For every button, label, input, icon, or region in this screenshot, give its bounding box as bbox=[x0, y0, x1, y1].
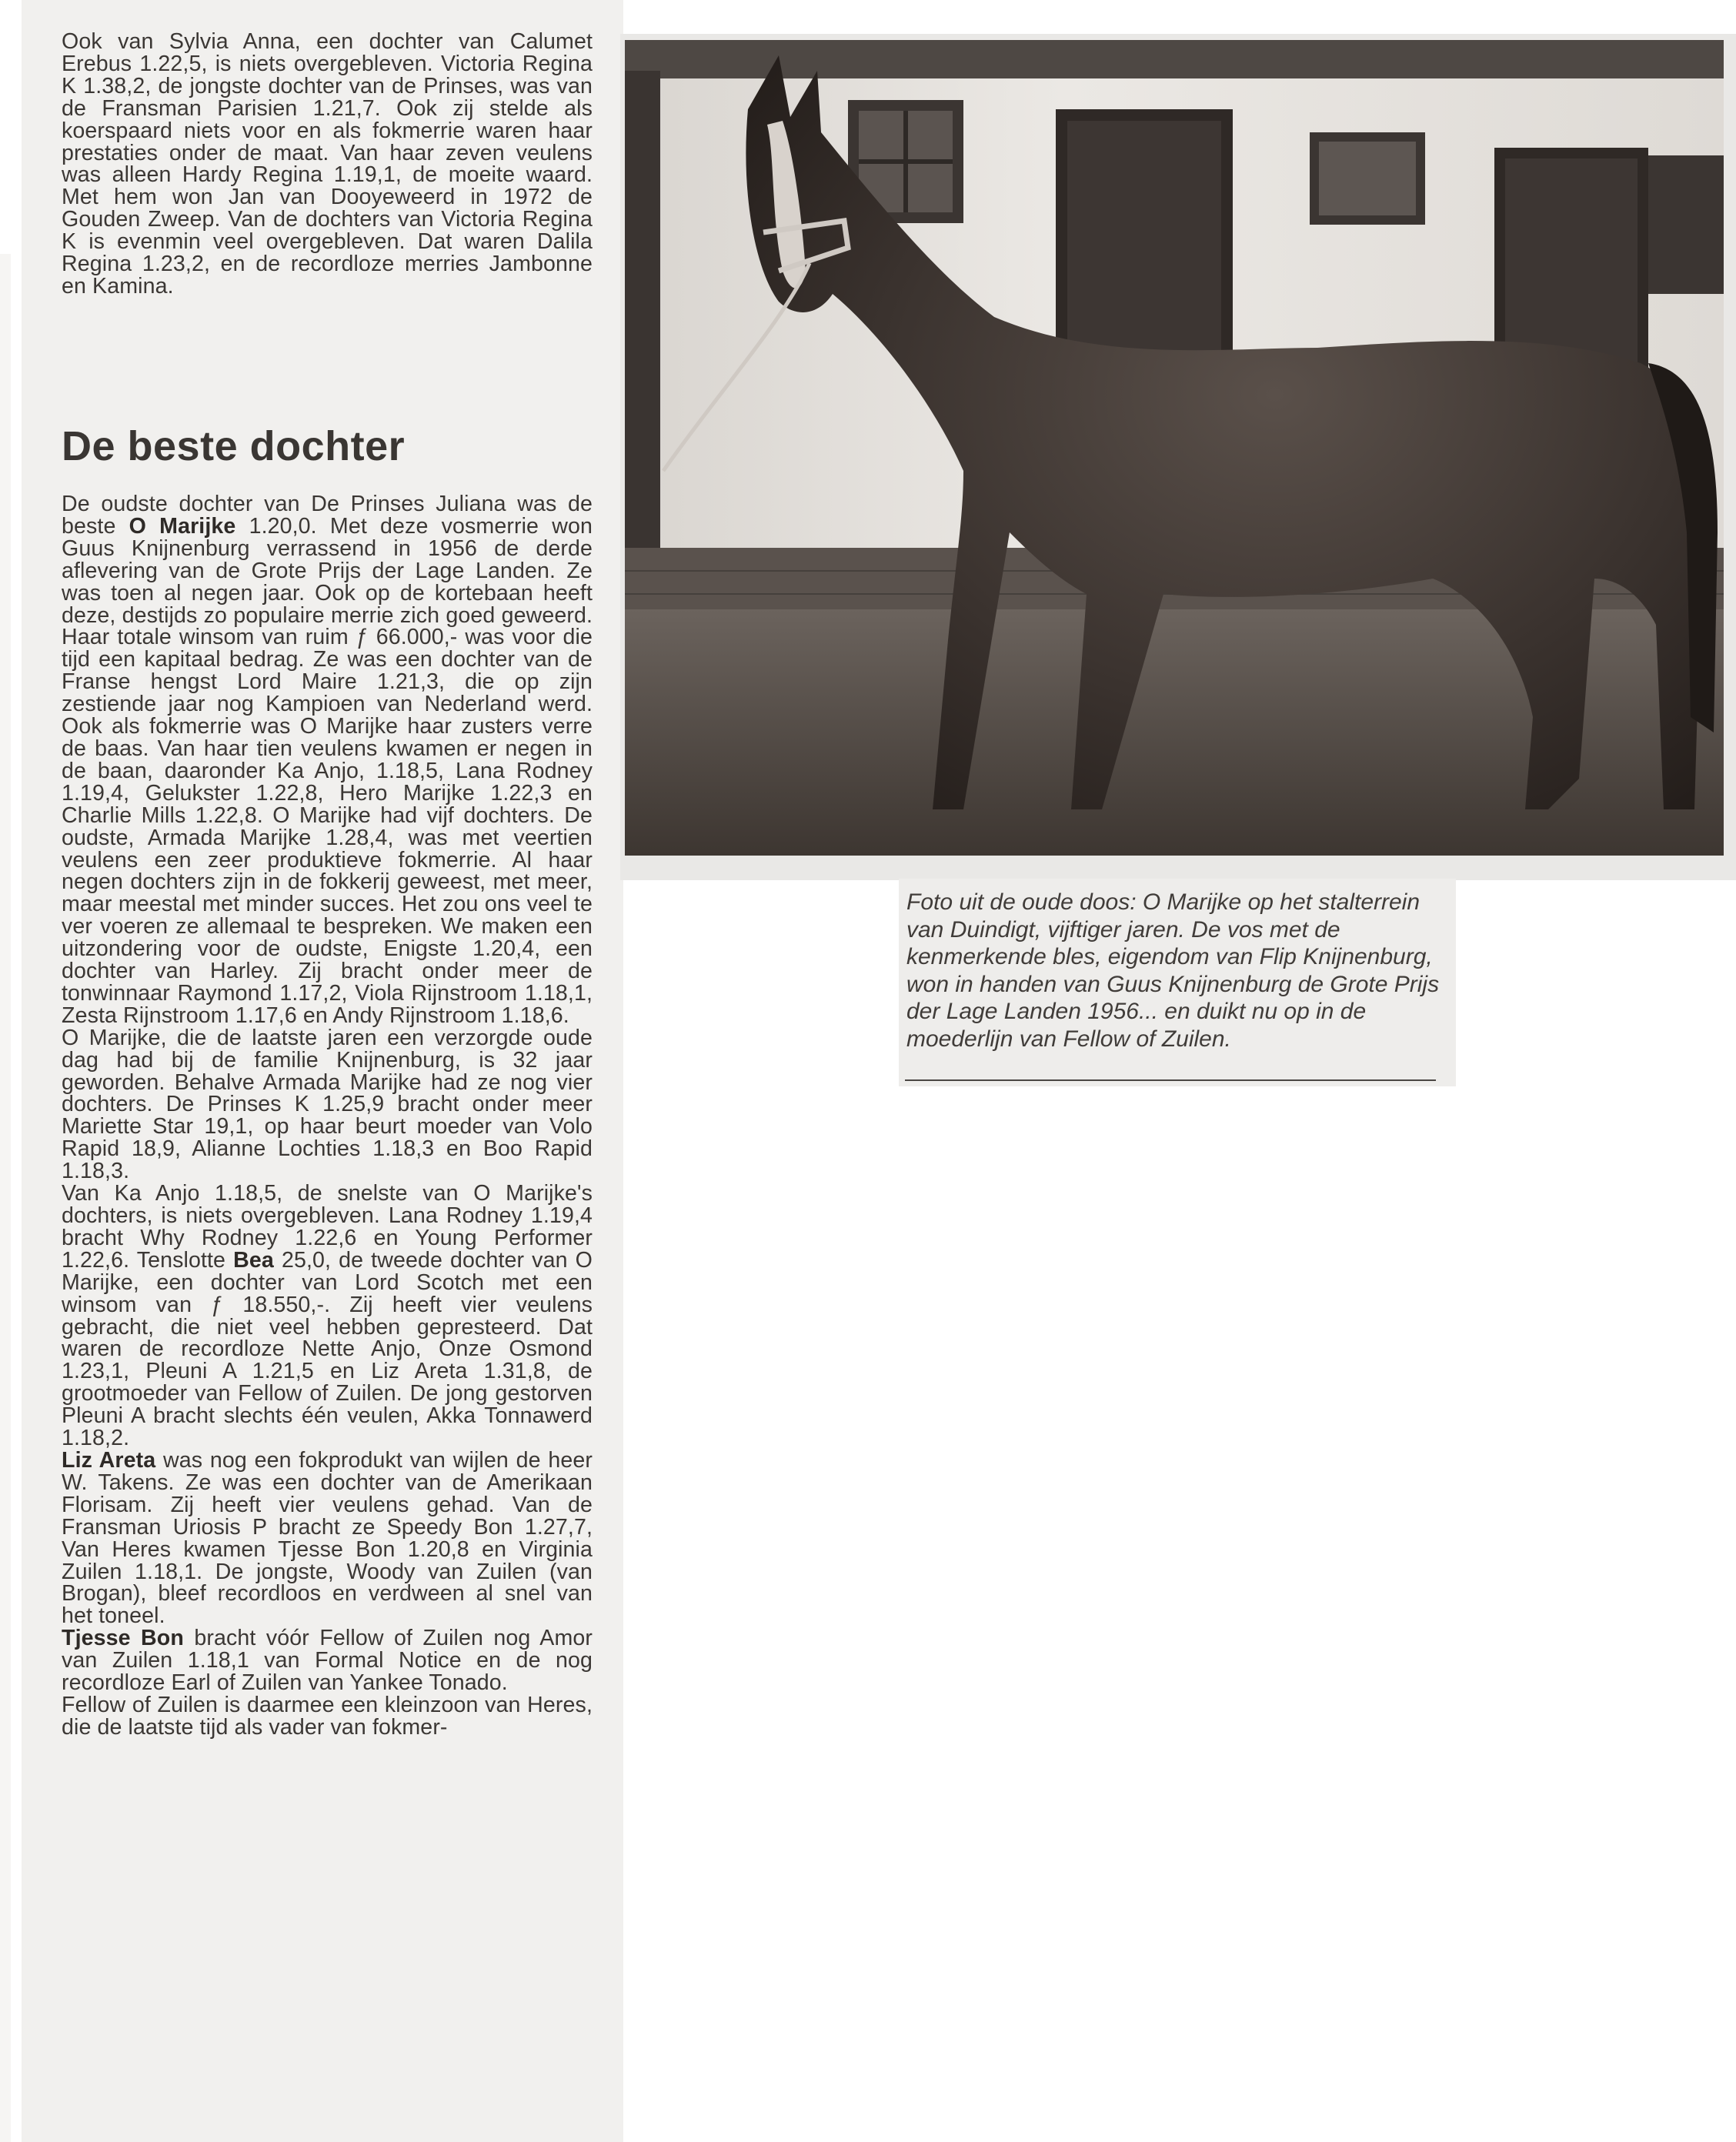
p1-text-c: 1.20,0. Met deze vosmerrie won Guus Knijnenburg verrassend in 1956 de derde aflevering van de Grote Prijs der Lage Landen. Ze was toen al negen jaar. Ook op de kortebaan heeft deze, destijds zo populaire merrie zich goed geweerd. Haar totale winsom van ruim ƒ 66.000,- was voor die tijd een kapitaal bedrag. Ze was een dochter van de Franse hengst Lord Maire 1.21,3, die op zijn zestiende jaar nog Kampioen van Nederland werd. Ook als fokmerrie was O Marijke haar zusters verre de baas. Van haar tien veulens kwamen er negen in de baan, daaronder Ka Anjo, 1.18,5, Lana Rodney 1.19,4, Gelukster 1.22,8, Hero Marijke 1.22,3 en Charlie Mills 1.22,8. O Marijke had vijf dochters. De oudste, Armada Marijke 1.28,4, was met veertien veulens een zeer produktieve fokmerrie. Al haar negen dochters zijn in de fokkerij geweest, met meer, maar meestal met minder succes. Het zou ons veel te ver voeren ze allemaal te bespreken. We maken een uitzondering voor de oudste, Enigste 1.20,4, een dochter van Harley. Zij bracht onder meer de tonwinnaar Raymond 1.17,2, Viola Rijnstroom 1.18,1, Zesta Rijnstroom 1.17,6 en Andy Rijnstroom 1.18,6. bbox=[62, 513, 593, 1028]
section-heading: De beste dochter bbox=[62, 423, 406, 469]
horse-photo bbox=[625, 40, 1724, 856]
paragraph-5 bbox=[62, 1627, 593, 1694]
scan-edge bbox=[0, 254, 11, 2142]
p5-bold-name: Tjesse Bon bbox=[62, 1626, 184, 1651]
paragraph-3 bbox=[62, 1183, 593, 1450]
photo-caption: Foto uit de oude doos: O Marijke op het stalterrein van Duindigt, vijftiger jaren. De vos met de kenmerkende bles, eigendom van Flip Knijnenburg, won in handen van Guus Knijnenburg de Grote Prijs der Lage Landen 1956... en duikt nu op in de moederlijn van Fellow of Zuilen. bbox=[906, 889, 1440, 1052]
intro-paragraph: Ook van Sylvia Anna, een dochter van Calumet Erebus 1.22,5, is niets overgebleven. Victoria Regina K 1.38,2, de jongste dochter van de Prinses, was van de Fransman Parisien 1.21,7. Ook zij stelde als koerspaard niets voor en als fokmerrie waren haar prestaties onder de maat. Van haar zeven veulens was alleen Hardy Regina 1.19,1, de moeite waard. Met hem won Jan van Dooyeweerd in 1972 de Gouden Zweep. Van de dochters van Victoria Regina K is evenmin veel overgebleven. Dat waren Dalila Regina 1.23,2, en de recordloze merries Jambonne en Kamina. bbox=[62, 29, 593, 299]
horse-photo-illustration bbox=[625, 40, 1724, 856]
p1-bold-name: O Marijke bbox=[129, 513, 236, 539]
paragraph-6: Fellow of Zuilen is daarmee een kleinzoon van Heres, die de laatste tijd als vader van fokmer- bbox=[62, 1692, 593, 1740]
p1-text-a: De oudste dochter van De Prinses Juliana was de beste bbox=[62, 492, 593, 539]
paragraph-2: O Marijke, die de laatste jaren een verzorgde oude dag had bij de familie Knijnenburg, is 32 jaar geworden. Behalve Armada Marijke had ze nog vier dochters. De Prinses K 1.25,9 bracht onder meer Mariette Star 19,1, op haar beurt moeder van Volo Rapid 18,9, Alianne Lochties 1.18,3 en Boo Rapid 1.18,3. bbox=[62, 1025, 593, 1184]
intro-text bbox=[62, 31, 593, 298]
p3-text-a: Van Ka Anjo 1.18,5, de snelste van O Marijke's dochters, is niets overgebleven. Lana Rodney 1.19,4 bracht Why Rodney 1.22,6 en Young Performer 1.22,6. Tenslotte bbox=[62, 1181, 593, 1273]
p3-bold-name: Bea bbox=[233, 1247, 274, 1273]
caption-rule bbox=[905, 1079, 1436, 1081]
article-body bbox=[62, 493, 593, 1739]
paragraph-4 bbox=[62, 1447, 593, 1629]
p5-text-c: bracht vóór Fellow of Zuilen nog Amor van Zuilen 1.18,1 van Formal Notice en de nog recordloze Earl of Zuilen van Yankee Tonado. bbox=[62, 1626, 593, 1696]
p3-text-c: 25,0, de tweede dochter van O Marijke, een dochter van Lord Scotch met een winsom van ƒ 18.550,-. Zij heeft vier veulens gebracht, die niet veel hebben gepresteerd. Dat waren de recordloze Nette Anjo, Onze Osmond 1.23,1, Pleuni A 1.21,5 en Liz Areta 1.31,8, de grootmoeder van Fellow of Zuilen. De jong gestorven Pleuni A bracht slechts één veulen, Akka Tonnawerd 1.18,2. bbox=[62, 1247, 593, 1451]
paragraph-1 bbox=[62, 493, 593, 1027]
p4-bold-name: Liz Areta bbox=[62, 1447, 156, 1473]
p4-text-c: was nog een fokprodukt van wijlen de heer W. Takens. Ze was een dochter van de Amerikaan Florisam. Zij heeft vier veulens gehad. Van de Fransman Uriosis P bracht ze Speedy Bon 1.27,7, Van Heres kwamen Tjesse Bon 1.20,8 en Virginia Zuilen 1.18,1. De jongste, Woody van Zuilen (van Brogan), bleef recordloos en verdween al snel van het toneel. bbox=[62, 1447, 593, 1629]
